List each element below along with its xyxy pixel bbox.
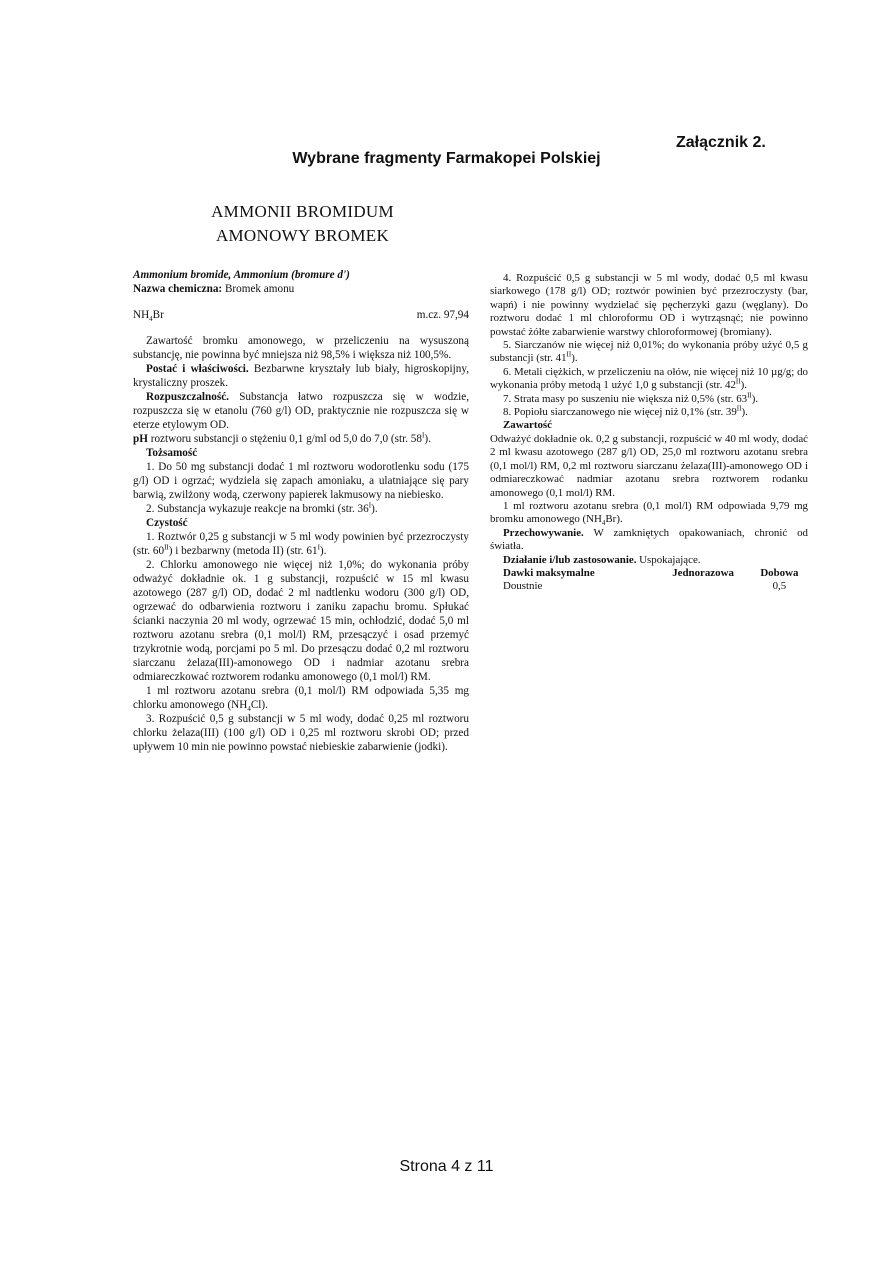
- content-paragraph: Zawartość bromku amonowego, w przeliczeniu na wysuszoną substancję, nie powinna być mniejsza niż 98,5% i większa niż 100,5%.: [133, 335, 469, 361]
- doses-col-daily: Dobowa: [760, 566, 799, 579]
- molar-mass: m.cz. 97,94: [416, 309, 469, 321]
- purity-test-2: 2. Chlorku amonowego nie więcej niż 1,0%; do wykonania próby odważyć dokładnie ok. 1 g substancji, rozpuścić w 15 ml kwasu azotowego (287 g/l) OD, dodać 2 ml nadtlenku wodoru (300 g/l) OD, ogrzewać do odbarwienia roztworu i zaniku zapachu bromu. Spłukać ścianki naczynia 20 ml wody, ogrzewać 15 min, ochłodzić, dodać 5,0 ml roztworu azotanu srebra (0,1 mol/l) RM, przesączyć i osad przemyć trzykrotnie wodą, porcjami po 5 ml. Do przesączu dodać 0,2 ml roztworu siarczanu żelaza(III)-amonowego OD i nadmiar azotanu srebra odmiareczkować roztworem rodanku amonowego (0,1 mol/l) RM.: [133, 559, 469, 683]
- doses-header-label: Dawki maksymalne: [503, 566, 595, 579]
- document-title: Wybrane fragmenty Farmakopei Polskiej: [292, 150, 601, 167]
- assay-heading: Zawartość: [503, 419, 552, 432]
- storage-paragraph: Przechowywanie. W zamkniętych opakowaniach, chronić od światła.: [490, 526, 808, 553]
- action-paragraph: Działanie i/lub zastosowanie. Uspokajające.: [503, 553, 701, 566]
- page-number: Strona 4 z 11: [399, 1158, 494, 1175]
- synonyms: Ammonium bromide, Ammonium (bromure d'): [133, 269, 350, 281]
- doses-row-single: [655, 580, 750, 593]
- identity-test-2: 2. Substancja wykazuje reakcje na bromki (str. $36^I$).: [146, 501, 378, 515]
- purity-test-7: 7. Strata masy po suszeniu nie większa niż 0,5% (str. $63^{II}$).: [503, 391, 759, 405]
- purity-test-2-equivalent: 1 ml roztworu azotanu srebra (0,1 mol/l) RM odpowiada 5,35 mg chlorku amonowego $(NH_4Cl)$.: [133, 685, 469, 714]
- doses-row-route: Doustnie: [503, 579, 543, 592]
- purity-heading: Czystość: [146, 517, 188, 529]
- purity-test-3: 3. Rozpuścić 0,5 g substancji w 5 ml wody, dodać 0,25 ml roztworu chlorku żelaza(III) (100 g/l) OD i 0,25 ml roztworu skrobi OD; przed upływem 10 min nie powinno powstać niebieskie zabarwienie (jodki).: [133, 713, 469, 753]
- purity-test-5: 5. Siarczanów nie więcej niż 0,01%; do wykonania próby użyć 0,5 g substancji (str. $41^{II}$).: [490, 339, 808, 365]
- ph-paragraph: pH roztworu substancji o stężeniu 0,1 g/ml od 5,0 do 7,0 (str. $58^I$).: [133, 431, 431, 445]
- doses-table: [490, 567, 808, 593]
- purity-test-4: 4. Rozpuścić 0,5 g substancji w 5 ml wody, dodać 0,5 ml kwasu siarkowego (178 g/l) OD; roztwór powinien być przezroczysty (bar, wapń) i nie powinny wydzielać się pęcherzyki gazu (węglany). Do roztworu dodać 1 ml chloroformu OD i wytrząsnąć; nie powinno powstać żółte zabarwienie warstwy chloroformowej (bromiany).: [490, 272, 808, 338]
- assay-equivalent: 1 ml roztworu azotanu srebra (0,1 mol/l) RM odpowiada 9,79 mg bromku amonowego $(NH_4Br)$.: [490, 499, 808, 528]
- identity-test-1: 1. Do 50 mg substancji dodać 1 ml roztworu wodorotlenku sodu (175 g/l) OD i ogrzać; wydziela się zapach amoniaku, a ulatniające się pary barwią, zwilżony wodą, czerwony papierek lakmusowy na niebiesko.: [133, 461, 469, 501]
- left-column: [133, 268, 469, 754]
- purity-test-6: 6. Metali ciężkich, w przeliczeniu na ołów, nie więcej niż 10 µg/g; do wykonania próby metodą 1 użyć 1,0 g substancji (str. $42^{II}$).: [490, 365, 808, 392]
- doses-row-daily: 0,5: [772, 579, 787, 592]
- right-column: [490, 272, 808, 593]
- description-paragraph: Postać i właściwości. Bezbarwne kryształy lub biały, higroskopijny, krystaliczny proszek.: [133, 363, 469, 389]
- formula: $NH_4Br$: [133, 309, 164, 324]
- formula-row: [133, 308, 469, 322]
- doses-row-oral: [490, 580, 808, 593]
- monograph-title-polish: AMONOWY BROMEK: [215, 226, 390, 245]
- chemical-name: Nazwa chemiczna: Bromek amonu: [133, 283, 295, 295]
- doses-header-row: [490, 567, 808, 580]
- doses-col-single: Jednorazowa: [672, 566, 734, 579]
- solubility-paragraph: Rozpuszczalność. Substancja łatwo rozpuszcza się w wodzie, rozpuszcza się w etanolu (760 g/l) OD, praktycznie nie rozpuszcza się w eterze etylowym OD.: [133, 391, 469, 431]
- identity-heading: Tożsamość: [146, 447, 198, 459]
- assay-paragraph: Odważyć dokładnie ok. 0,2 g substancji, rozpuścić w 40 ml wody, dodać 2 ml kwasu azotowego (287 g/l) OD, 25,0 ml roztworu azotanu srebra (0,1 mol/l) RM, 0,2 ml roztworu siarczanu żelaza(III)-amonowego OD i odmiareczkować nadmiar azotanu srebra roztworem rodanku amonowego (0,1 mol/l) RM.: [490, 432, 808, 499]
- purity-test-8: 8. Popiołu siarczanowego nie więcej niż 0,1% (str. $39^{II}$).: [503, 404, 748, 419]
- monograph-title-latin: AMMONII BROMIDUM: [211, 202, 394, 221]
- purity-test-1: 1. Roztwór 0,25 g substancji w 5 ml wody powinien być przezroczysty (str. $60^{II}$) i bezbarwny (metoda II) (str. $61^I$).: [133, 531, 469, 557]
- annex-label: Załącznik 2.: [676, 134, 766, 151]
